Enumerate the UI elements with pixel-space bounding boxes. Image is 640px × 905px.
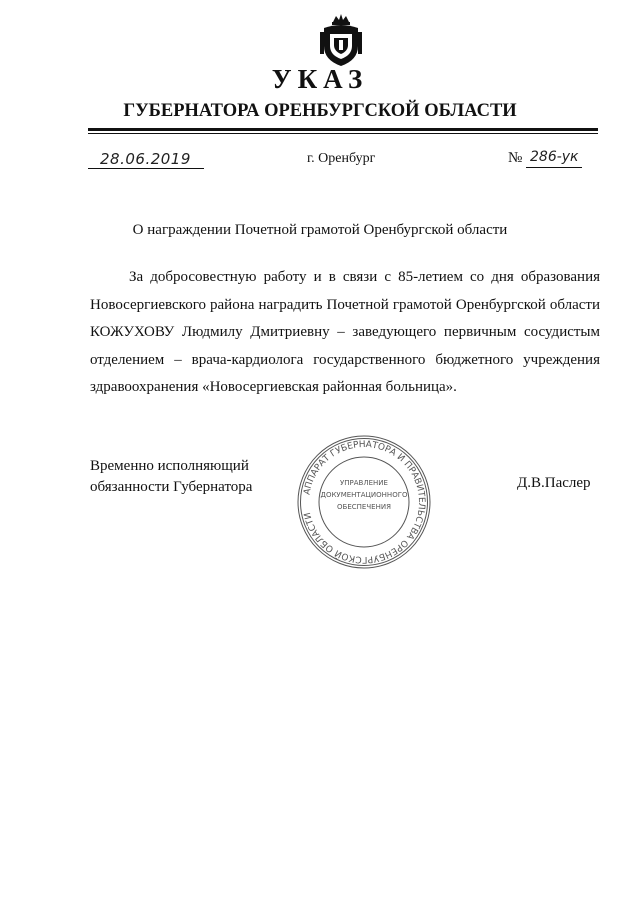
document-subtitle: ГУБЕРНАТОРА ОРЕНБУРГСКОЙ ОБЛАСТИ	[123, 101, 517, 121]
signatory-position-line2: обязанности Губернатора	[90, 479, 253, 495]
stamp-center-line2: ДОКУМЕНТАЦИОННОГО	[320, 491, 408, 499]
header-rule-thick	[88, 128, 598, 131]
city-label: г. Оренбург	[307, 151, 376, 166]
coat-of-arms-icon	[318, 12, 364, 68]
header-rule-thin	[88, 133, 598, 134]
signatory-name: Д.В.Паслер	[517, 475, 591, 491]
signatory-position-line1: Временно исполняющий	[90, 458, 249, 474]
date-underline	[88, 168, 204, 169]
stamp-center-line1: УПРАВЛЕНИЕ	[340, 479, 388, 487]
stamp-center-line3: ОБЕСПЕЧЕНИЯ	[337, 503, 391, 511]
number-underline	[526, 167, 582, 168]
stamp-ring-text: АППАРАТ ГУБЕРНАТОРА И ПРАВИТЕЛЬСТВА ОРЕНБУРГСКОЙ ОБЛАСТИ	[302, 439, 427, 565]
number-sign: №	[508, 150, 523, 166]
document-title: УКАЗ	[271, 64, 369, 94]
document-subject: О награждении Почетной грамотой Оренбургской области	[132, 222, 508, 238]
signatory-position	[90, 456, 252, 498]
handwritten-date: 28.06.2019	[100, 150, 191, 168]
official-stamp	[295, 433, 433, 571]
decree-paragraph: За добросовестную работу и в связи с 85-летием со дня образования Новосергиевского района наградить Почетной грамотой Оренбургской области КОЖУХОВУ Людмилу Дмитриевну – заведующего первичным сосудистым отделением – врача-кардиолога государственного бюджетного учреждения здравоохранения «Новосергиевская районная больница».	[90, 269, 600, 395]
decree-body	[90, 264, 600, 402]
handwritten-number: 286-ук	[530, 149, 579, 165]
